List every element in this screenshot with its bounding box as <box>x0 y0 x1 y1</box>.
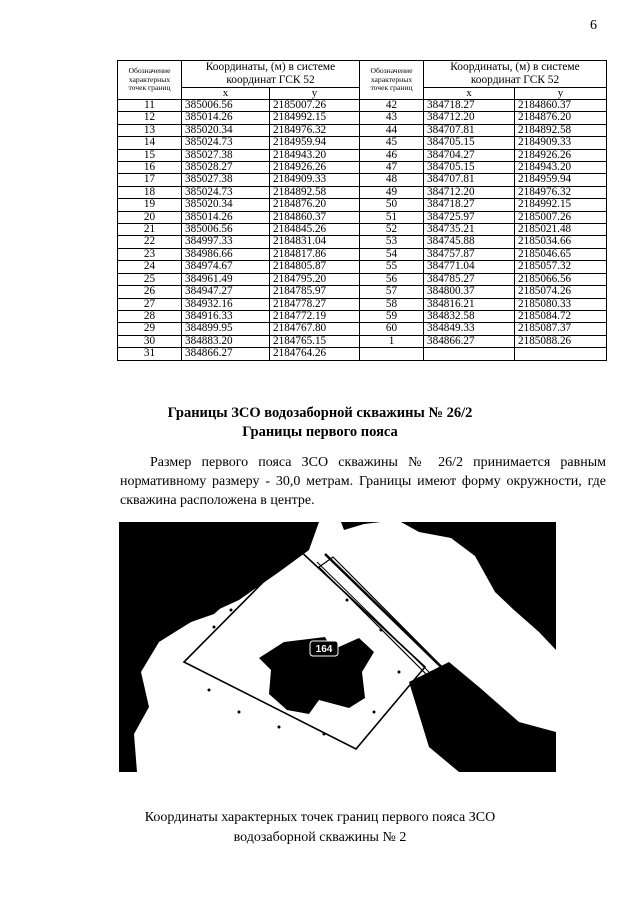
site-map-image <box>119 522 556 772</box>
y-value: 2185007.26 <box>270 100 360 112</box>
y-value <box>515 348 607 360</box>
x-value: 385020.34 <box>182 124 270 136</box>
x-value: 384705.15 <box>424 162 515 174</box>
y-value: 2185007.26 <box>515 211 607 223</box>
table-row <box>118 323 607 335</box>
y-value: 2184785.97 <box>270 286 360 298</box>
x-value: 385027.38 <box>182 174 270 186</box>
point-number: 48 <box>360 174 424 186</box>
x-value: 385014.26 <box>182 112 270 124</box>
point-number: 24 <box>118 261 182 273</box>
table-row <box>118 224 607 236</box>
x-value: 384745.88 <box>424 236 515 248</box>
point-number: 54 <box>360 248 424 260</box>
table-row <box>118 137 607 149</box>
y-value: 2185046.65 <box>515 248 607 260</box>
x-value: 385028.27 <box>182 162 270 174</box>
x-value: 384771.04 <box>424 261 515 273</box>
y-value: 2185084.72 <box>515 310 607 322</box>
x-value: 384707.81 <box>424 124 515 136</box>
table-row <box>118 261 607 273</box>
x-value: 385006.56 <box>182 224 270 236</box>
y-value: 2185074.26 <box>515 286 607 298</box>
point-number: 21 <box>118 224 182 236</box>
x-value: 385014.26 <box>182 211 270 223</box>
x-value: 384735.21 <box>424 224 515 236</box>
y-value: 2185088.26 <box>515 335 607 347</box>
y-value: 2184943.20 <box>270 149 360 161</box>
section-subtitle: Границы первого пояса <box>242 424 398 440</box>
point-number: 1 <box>360 335 424 347</box>
x-value: 384816.21 <box>424 298 515 310</box>
y-value: 2184959.94 <box>515 174 607 186</box>
point-number: 22 <box>118 236 182 248</box>
x-value: 384757.87 <box>424 248 515 260</box>
x-header: x <box>182 88 270 100</box>
x-value: 384899.95 <box>182 323 270 335</box>
y-value: 2184817.86 <box>270 248 360 260</box>
point-number: 45 <box>360 137 424 149</box>
point-number: 18 <box>118 186 182 198</box>
point-number: 28 <box>118 310 182 322</box>
y-value: 2184909.33 <box>515 137 607 149</box>
x-value: 384932.16 <box>182 298 270 310</box>
y-value: 2184926.26 <box>270 162 360 174</box>
x-value: 384705.15 <box>424 137 515 149</box>
point-number: 52 <box>360 224 424 236</box>
site-map <box>119 522 556 772</box>
y-value: 2185034.66 <box>515 236 607 248</box>
point-number: 49 <box>360 186 424 198</box>
table-row <box>118 298 607 310</box>
point-number: 43 <box>360 112 424 124</box>
table-row <box>118 335 607 347</box>
caption-line: Координаты характерных точек границ первого пояса ЗСО <box>144 810 496 825</box>
x-value: 384974.67 <box>182 261 270 273</box>
table-row <box>118 112 607 124</box>
point-number: 14 <box>118 137 182 149</box>
x-value <box>424 348 515 360</box>
x-value: 384718.27 <box>424 199 515 211</box>
x-value: 384712.20 <box>424 112 515 124</box>
y-value: 2184992.15 <box>515 199 607 211</box>
point-number: 42 <box>360 100 424 112</box>
x-value: 384725.97 <box>424 211 515 223</box>
map-label: 164 <box>315 644 333 655</box>
y-value: 2184976.32 <box>270 124 360 136</box>
x-value: 384986.66 <box>182 248 270 260</box>
point-number: 47 <box>360 162 424 174</box>
page-number: 6 <box>590 18 597 33</box>
table-row <box>118 149 607 161</box>
table-row <box>118 199 607 211</box>
point-number: 51 <box>360 211 424 223</box>
caption-line: водозаборной скважины № 2 <box>233 830 407 845</box>
point-number: 60 <box>360 323 424 335</box>
point-number <box>360 348 424 360</box>
table-row <box>118 248 607 260</box>
y-value: 2185021.48 <box>515 224 607 236</box>
point-number: 53 <box>360 236 424 248</box>
point-number: 27 <box>118 298 182 310</box>
table-row <box>118 286 607 298</box>
table-row <box>118 124 607 136</box>
point-number: 12 <box>118 112 182 124</box>
table-row <box>118 310 607 322</box>
x-value: 384800.37 <box>424 286 515 298</box>
point-number: 19 <box>118 199 182 211</box>
x-value: 384866.27 <box>182 348 270 360</box>
y-value: 2184926.26 <box>515 149 607 161</box>
x-value: 384707.81 <box>424 174 515 186</box>
description-paragraph <box>120 453 606 510</box>
y-value: 2184772.19 <box>270 310 360 322</box>
y-value: 2184845.26 <box>270 224 360 236</box>
y-value: 2184860.37 <box>270 211 360 223</box>
point-number: 25 <box>118 273 182 285</box>
y-value: 2184805.87 <box>270 261 360 273</box>
y-value: 2185066.56 <box>515 273 607 285</box>
x-value: 384961.49 <box>182 273 270 285</box>
point-number: 29 <box>118 323 182 335</box>
coordinates-table <box>117 60 607 361</box>
point-number: 44 <box>360 124 424 136</box>
x-value: 384712.20 <box>424 186 515 198</box>
y-value: 2184876.20 <box>515 112 607 124</box>
point-number: 50 <box>360 199 424 211</box>
coords-header: Координаты, (м) в системе координат ГСК 52 <box>424 61 607 88</box>
point-number: 20 <box>118 211 182 223</box>
description-text: Размер первого пояса ЗСО скважины № 26/2 принимается равным нормативному размеру - 30,0 метрам. Границы имеют форму окружности, где скважина расположена в центре. <box>120 455 606 508</box>
point-number: 17 <box>118 174 182 186</box>
x-header: x <box>424 88 515 100</box>
x-value: 385027.38 <box>182 149 270 161</box>
x-value: 384947.27 <box>182 286 270 298</box>
y-value: 2184976.32 <box>515 186 607 198</box>
y-value: 2184767.80 <box>270 323 360 335</box>
table-row <box>118 211 607 223</box>
point-number: 57 <box>360 286 424 298</box>
y-value: 2184795.20 <box>270 273 360 285</box>
point-number: 11 <box>118 100 182 112</box>
point-number: 13 <box>118 124 182 136</box>
point-number: 46 <box>360 149 424 161</box>
y-header: y <box>515 88 607 100</box>
y-header: y <box>270 88 360 100</box>
table-row <box>118 162 607 174</box>
x-value: 384718.27 <box>424 100 515 112</box>
y-value: 2185087.37 <box>515 323 607 335</box>
y-value: 2185080.33 <box>515 298 607 310</box>
y-value: 2184892.58 <box>270 186 360 198</box>
x-value: 385006.56 <box>182 100 270 112</box>
point-number: 30 <box>118 335 182 347</box>
y-value: 2184860.37 <box>515 100 607 112</box>
x-value: 384849.33 <box>424 323 515 335</box>
table-row <box>118 174 607 186</box>
table-row <box>118 348 607 360</box>
coords-header: Координаты, (м) в системе координат ГСК 52 <box>182 61 360 88</box>
x-value: 384704.27 <box>424 149 515 161</box>
figure-caption <box>0 808 640 848</box>
y-value: 2184876.20 <box>270 199 360 211</box>
x-value: 385020.34 <box>182 199 270 211</box>
x-value: 384785.27 <box>424 273 515 285</box>
point-number: 58 <box>360 298 424 310</box>
y-value: 2185057.32 <box>515 261 607 273</box>
table-row <box>118 236 607 248</box>
x-value: 385024.73 <box>182 137 270 149</box>
designation-header: Обозначение характерных точек границ <box>360 61 424 100</box>
point-number: 31 <box>118 348 182 360</box>
table-row <box>118 186 607 198</box>
point-number: 16 <box>118 162 182 174</box>
x-value: 384916.33 <box>182 310 270 322</box>
x-value: 384883.20 <box>182 335 270 347</box>
y-value: 2184892.58 <box>515 124 607 136</box>
x-value: 384997.33 <box>182 236 270 248</box>
x-value: 385024.73 <box>182 186 270 198</box>
point-number: 23 <box>118 248 182 260</box>
y-value: 2184765.15 <box>270 335 360 347</box>
y-value: 2184992.15 <box>270 112 360 124</box>
point-number: 26 <box>118 286 182 298</box>
y-value: 2184943.20 <box>515 162 607 174</box>
point-number: 59 <box>360 310 424 322</box>
point-number: 56 <box>360 273 424 285</box>
table-row <box>118 100 607 112</box>
y-value: 2184831.04 <box>270 236 360 248</box>
x-value: 384866.27 <box>424 335 515 347</box>
x-value: 384832.58 <box>424 310 515 322</box>
section-title: Границы ЗСО водозаборной скважины № 26/2 <box>167 405 473 421</box>
y-value: 2184959.94 <box>270 137 360 149</box>
point-number: 15 <box>118 149 182 161</box>
point-number: 55 <box>360 261 424 273</box>
table-row <box>118 273 607 285</box>
designation-header: Обозначение характерных точек границ <box>118 61 182 100</box>
y-value: 2184909.33 <box>270 174 360 186</box>
y-value: 2184778.27 <box>270 298 360 310</box>
y-value: 2184764.26 <box>270 348 360 360</box>
